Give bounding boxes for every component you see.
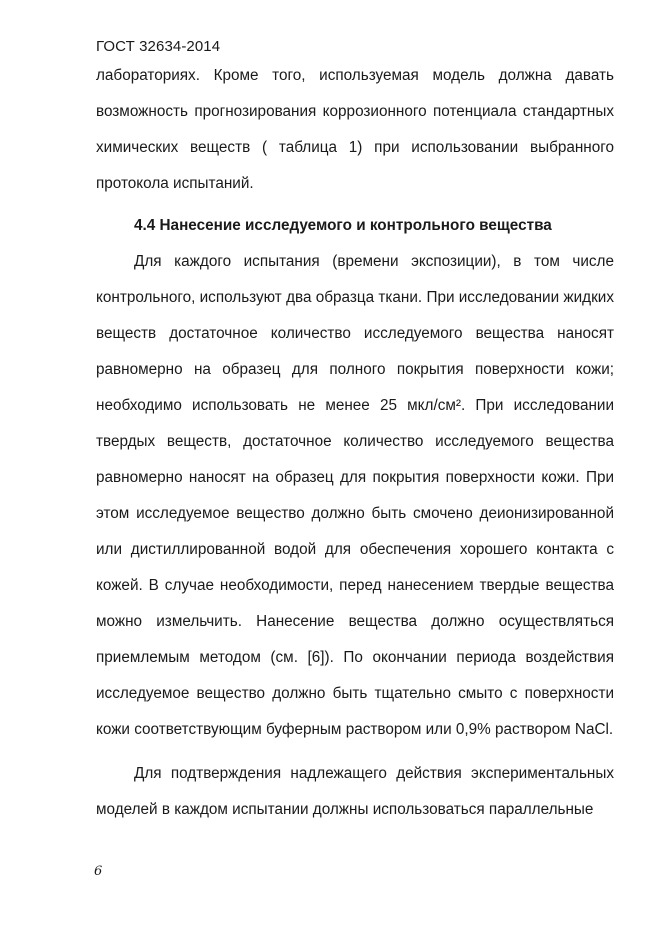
- paragraph-application: Для каждого испытания (времени экспозиции), в том числе контрольного, используют два образца ткани. При исследовании жидких веществ достаточное количество исследуемого вещества наносят равномерно на образец для полного покрытия поверхности кожи; необходимо использовать не менее 25 мкл/см². При исследовании твердых веществ, достаточное количество исследуемого вещества равномерно наносят на образец для покрытия поверхности кожи. При этом исследуемое вещество должно быть смочено деионизированной или дистиллированной водой для обеспечения хорошего контакта с кожей. В случае необходимости, перед нанесением твердые вещества можно измельчить. Нанесение вещества должно осуществляться приемлемым методом (см. [6]). По окончании периода воздействия исследуемое вещество должно быть тщательно смыто с поверхности кожи соответствующим буферным раствором или 0,9% раствором NaCl.: [96, 253, 614, 738]
- document-body: [96, 58, 614, 828]
- paragraph-continuation: лабораториях. Кроме того, используемая модель должна давать возможность прогнозирования коррозионного потенциала стандартных химических веществ ( таблица 1) при использовании выбранного протокола испытаний.: [96, 67, 614, 192]
- paragraph-controls: Для подтверждения надлежащего действия экспериментальных моделей в каждом испытании должны использоваться параллельные: [96, 765, 614, 818]
- section-heading: 4.4 Нанесение исследуемого и контрольного вещества: [134, 217, 552, 234]
- page-number: 6: [94, 864, 103, 879]
- standard-header: ГОСТ 32634-2014: [96, 38, 221, 55]
